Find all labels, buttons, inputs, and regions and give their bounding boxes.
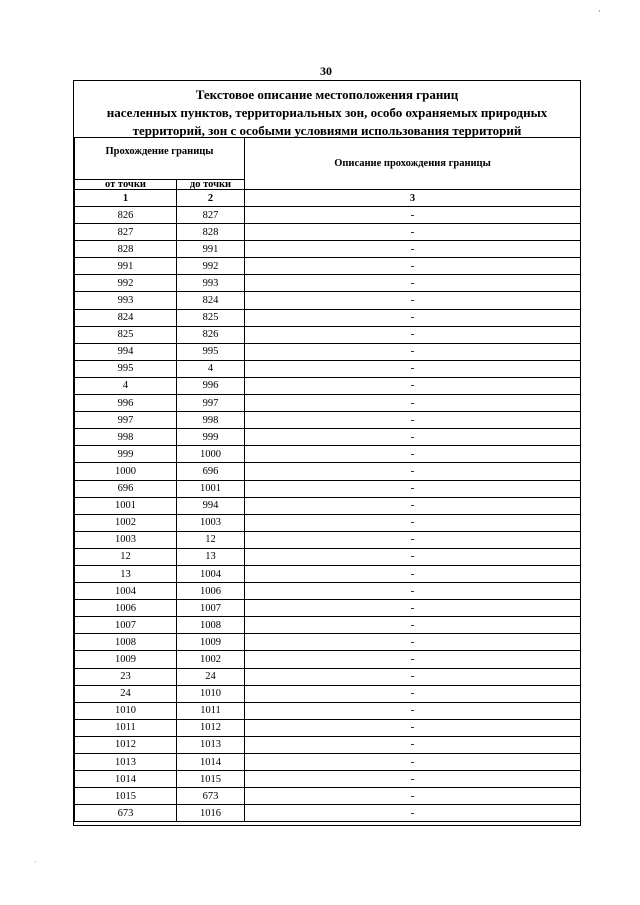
description-cell: - <box>245 771 581 788</box>
to-point-cell: 1006 <box>177 583 245 600</box>
from-point-cell: 1010 <box>75 702 177 719</box>
description-cell: - <box>245 565 581 582</box>
description-cell: - <box>245 463 581 480</box>
table-row <box>75 531 581 548</box>
description-cell: - <box>245 241 581 258</box>
from-point-cell: 13 <box>75 565 177 582</box>
description-cell: - <box>245 600 581 617</box>
table-row <box>75 224 581 241</box>
to-point-cell: 1016 <box>177 805 245 822</box>
to-point-cell: 24 <box>177 668 245 685</box>
to-point-cell: 991 <box>177 241 245 258</box>
table-row <box>75 548 581 565</box>
description-cell: - <box>245 685 581 702</box>
to-point-cell: 1008 <box>177 617 245 634</box>
description-cell: - <box>245 634 581 651</box>
description-cell: - <box>245 395 581 412</box>
table-row <box>75 565 581 582</box>
from-point-cell: 1008 <box>75 634 177 651</box>
column-number-2: 2 <box>177 190 245 207</box>
to-point-cell: 1012 <box>177 719 245 736</box>
table-row <box>75 788 581 805</box>
to-point-cell: 826 <box>177 326 245 343</box>
from-point-cell: 996 <box>75 395 177 412</box>
table-row <box>75 702 581 719</box>
to-point-cell: 992 <box>177 258 245 275</box>
table-row <box>75 583 581 600</box>
table-row <box>75 292 581 309</box>
from-point-cell: 825 <box>75 326 177 343</box>
from-point-cell: 673 <box>75 805 177 822</box>
table-row <box>75 497 581 514</box>
title-line-1: Текстовое описание местоположения границ <box>195 87 459 102</box>
table-row <box>75 207 581 224</box>
description-cell: - <box>245 548 581 565</box>
scan-margin-mark: · <box>34 858 37 867</box>
table-row <box>75 771 581 788</box>
from-point-cell: 995 <box>75 360 177 377</box>
from-point-cell: 1013 <box>75 754 177 771</box>
table-row <box>75 617 581 634</box>
from-point-cell: 23 <box>75 668 177 685</box>
table-row <box>75 668 581 685</box>
table-row <box>75 514 581 531</box>
to-point-cell: 1011 <box>177 702 245 719</box>
table-row <box>75 463 581 480</box>
page-number: 30 <box>320 64 332 78</box>
from-point-cell: 828 <box>75 241 177 258</box>
description-header: Описание прохождения границы <box>245 138 581 190</box>
from-point-cell: 1003 <box>75 531 177 548</box>
description-cell: - <box>245 651 581 668</box>
to-point-cell: 1004 <box>177 565 245 582</box>
table-row <box>75 309 581 326</box>
from-point-cell: 1015 <box>75 788 177 805</box>
description-cell: - <box>245 343 581 360</box>
boundary-table <box>74 137 581 822</box>
description-cell: - <box>245 258 581 275</box>
from-point-cell: 1014 <box>75 771 177 788</box>
to-point-cell: 673 <box>177 788 245 805</box>
from-point-cell: 1011 <box>75 719 177 736</box>
to-point-header: до точки <box>177 180 245 190</box>
description-cell: - <box>245 377 581 394</box>
from-point-cell: 993 <box>75 292 177 309</box>
description-cell: - <box>245 754 581 771</box>
table-row <box>75 480 581 497</box>
description-cell: - <box>245 736 581 753</box>
to-point-cell: 998 <box>177 412 245 429</box>
table-row <box>75 446 581 463</box>
table-row <box>75 600 581 617</box>
table-row <box>75 275 581 292</box>
to-point-cell: 1001 <box>177 480 245 497</box>
table-row <box>75 736 581 753</box>
from-point-cell: 1009 <box>75 651 177 668</box>
to-point-cell: 1003 <box>177 514 245 531</box>
from-point-cell: 1004 <box>75 583 177 600</box>
from-point-cell: 827 <box>75 224 177 241</box>
from-point-cell: 696 <box>75 480 177 497</box>
description-cell: - <box>245 668 581 685</box>
table-row <box>75 651 581 668</box>
description-cell: - <box>245 788 581 805</box>
to-point-cell: 997 <box>177 395 245 412</box>
description-cell: - <box>245 480 581 497</box>
from-point-cell: 997 <box>75 412 177 429</box>
scan-corner-mark: · <box>598 6 601 16</box>
column-number-3: 3 <box>245 190 581 207</box>
description-cell: - <box>245 412 581 429</box>
description-cell: - <box>245 275 581 292</box>
table-row <box>75 395 581 412</box>
description-cell: - <box>245 719 581 736</box>
table-row <box>75 258 581 275</box>
from-point-cell: 1012 <box>75 736 177 753</box>
description-cell: - <box>245 583 581 600</box>
description-cell: - <box>245 497 581 514</box>
to-point-cell: 827 <box>177 207 245 224</box>
to-point-cell: 824 <box>177 292 245 309</box>
description-cell: - <box>245 805 581 822</box>
description-cell: - <box>245 326 581 343</box>
to-point-cell: 696 <box>177 463 245 480</box>
to-point-cell: 999 <box>177 429 245 446</box>
description-cell: - <box>245 702 581 719</box>
description-cell: - <box>245 224 581 241</box>
table-row <box>75 377 581 394</box>
to-point-cell: 1010 <box>177 685 245 702</box>
to-point-cell: 4 <box>177 360 245 377</box>
description-cell: - <box>245 207 581 224</box>
from-point-cell: 824 <box>75 309 177 326</box>
to-point-cell: 994 <box>177 497 245 514</box>
boundary-passage-header: Прохождение границы <box>75 138 245 180</box>
from-point-cell: 12 <box>75 548 177 565</box>
description-cell: - <box>245 446 581 463</box>
from-point-cell: 991 <box>75 258 177 275</box>
from-point-cell: 1001 <box>75 497 177 514</box>
to-point-cell: 993 <box>177 275 245 292</box>
from-point-cell: 1002 <box>75 514 177 531</box>
from-point-cell: 1007 <box>75 617 177 634</box>
to-point-cell: 1000 <box>177 446 245 463</box>
table-row <box>75 241 581 258</box>
to-point-cell: 825 <box>177 309 245 326</box>
from-point-cell: 826 <box>75 207 177 224</box>
to-point-cell: 1015 <box>177 771 245 788</box>
to-point-cell: 995 <box>177 343 245 360</box>
title-line-2: населенных пунктов, территориальных зон, особо охраняемых природных <box>106 105 548 120</box>
from-point-cell: 1006 <box>75 600 177 617</box>
description-cell: - <box>245 309 581 326</box>
to-point-cell: 1009 <box>177 634 245 651</box>
document-title <box>74 86 580 140</box>
from-point-cell: 992 <box>75 275 177 292</box>
table-row <box>75 343 581 360</box>
description-cell: - <box>245 292 581 309</box>
to-point-cell: 12 <box>177 531 245 548</box>
table-row <box>75 429 581 446</box>
description-cell: - <box>245 429 581 446</box>
to-point-cell: 1013 <box>177 736 245 753</box>
to-point-cell: 996 <box>177 377 245 394</box>
table-row <box>75 326 581 343</box>
table-row <box>75 685 581 702</box>
description-cell: - <box>245 514 581 531</box>
from-point-cell: 4 <box>75 377 177 394</box>
description-cell: - <box>245 360 581 377</box>
table-row <box>75 719 581 736</box>
table-row <box>75 360 581 377</box>
table-row <box>75 412 581 429</box>
description-cell: - <box>245 617 581 634</box>
to-point-cell: 13 <box>177 548 245 565</box>
to-point-cell: 1007 <box>177 600 245 617</box>
column-number-1: 1 <box>75 190 177 207</box>
table-row <box>75 754 581 771</box>
to-point-cell: 1014 <box>177 754 245 771</box>
description-cell: - <box>245 531 581 548</box>
title-line-3: территорий, зон с особыми условиями использования территорий <box>132 123 522 138</box>
table-row <box>75 634 581 651</box>
from-point-cell: 999 <box>75 446 177 463</box>
from-point-cell: 1000 <box>75 463 177 480</box>
from-point-header: от точки <box>75 180 177 190</box>
table-row <box>75 805 581 822</box>
from-point-cell: 998 <box>75 429 177 446</box>
to-point-cell: 1002 <box>177 651 245 668</box>
from-point-cell: 994 <box>75 343 177 360</box>
from-point-cell: 24 <box>75 685 177 702</box>
to-point-cell: 828 <box>177 224 245 241</box>
